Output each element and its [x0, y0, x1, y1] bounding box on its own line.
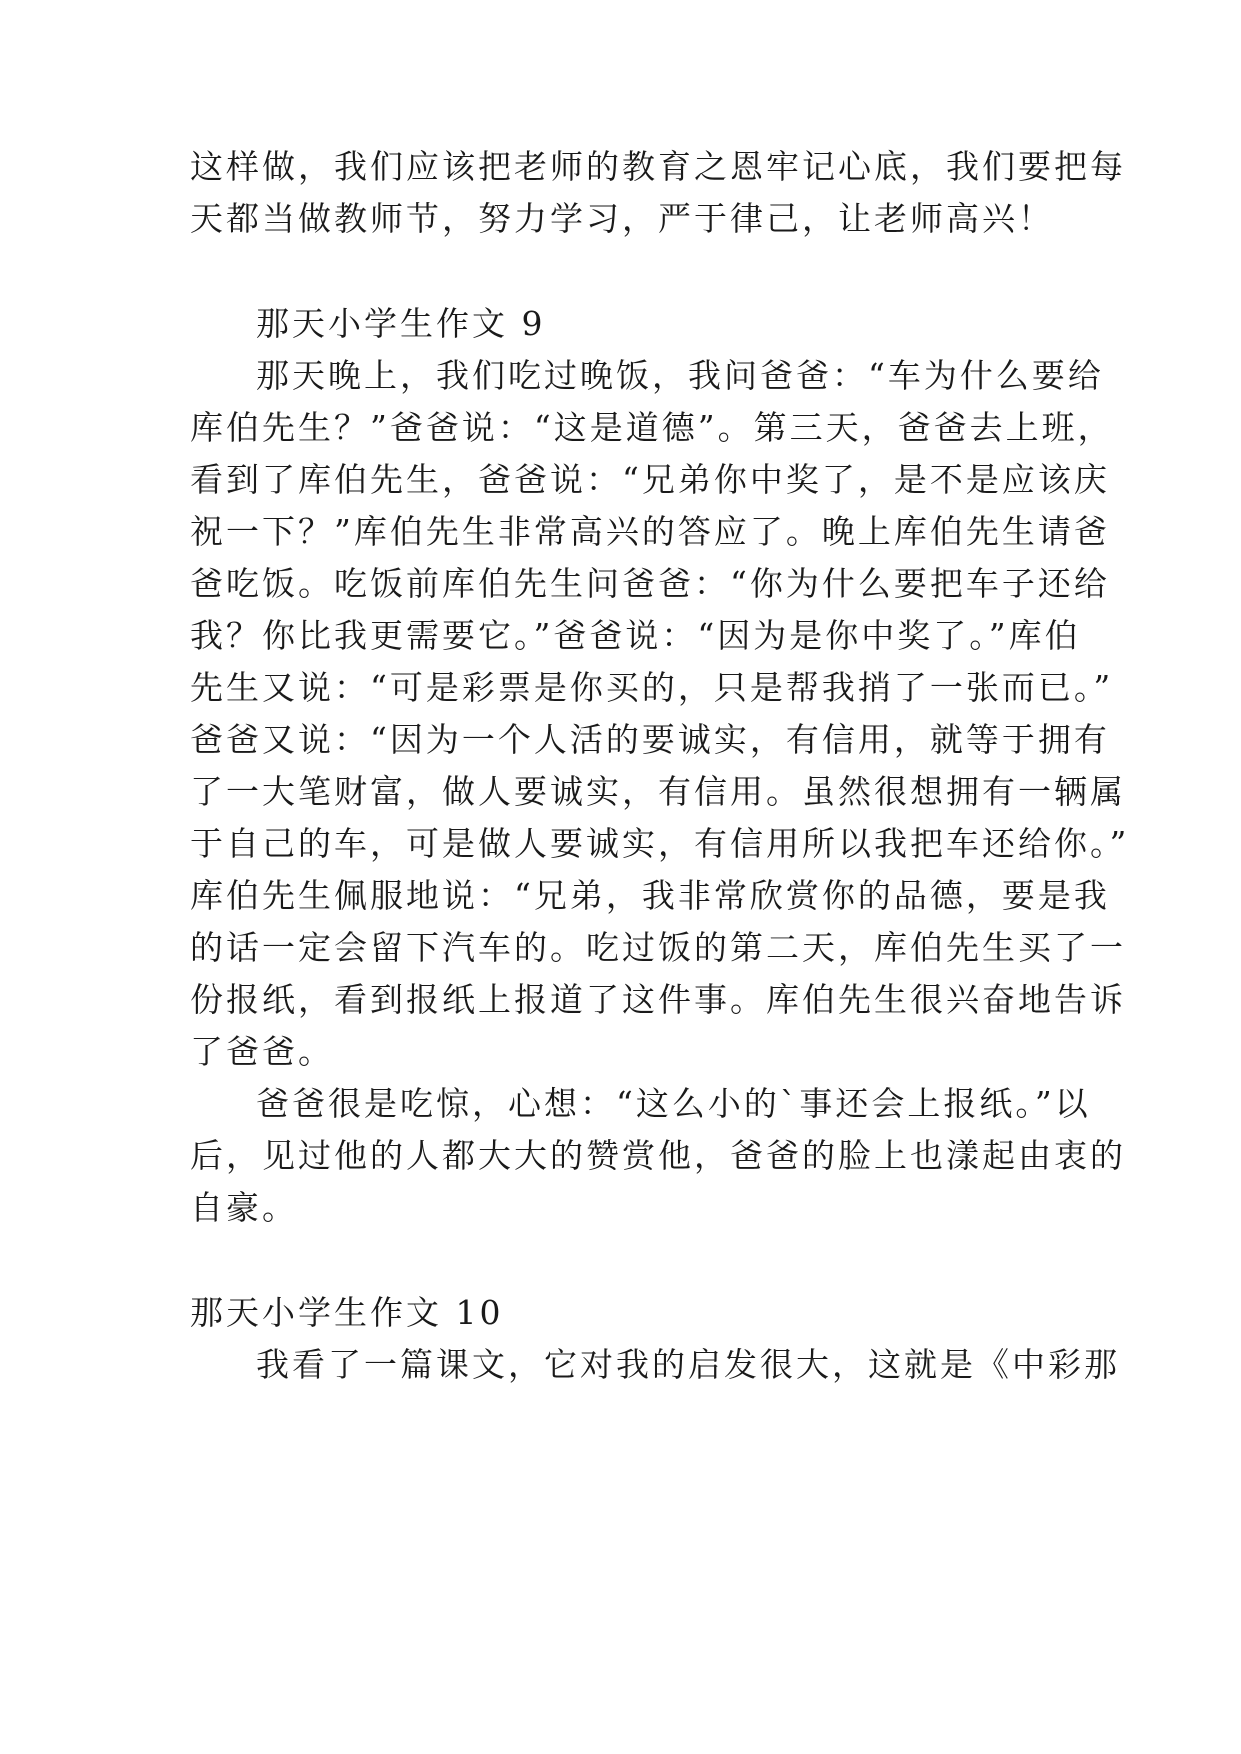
intro-line-1: 这样做，我们应该把老师的教育之恩牢记心底，我们要把每 [190, 147, 1126, 186]
s9-p1-line-5: 爸吃饭。吃饭前库伯先生问爸爸：“你为什么要把车子还给 [190, 564, 1110, 603]
s9-p1-line-3: 看到了库伯先生，爸爸说：“兄弟你中奖了，是不是应该庆 [190, 460, 1110, 499]
s9-p1-line-4: 祝一下？”库伯先生非常高兴的答应了。晚上库伯先生请爸 [190, 512, 1110, 551]
s9-p1-line-14: 了爸爸。 [190, 1032, 334, 1071]
s9-p1-line-8: 爸爸又说：“因为一个人活的要诚实，有信用，就等于拥有 [190, 720, 1110, 759]
s9-p1-line-7: 先生又说：“可是彩票是你买的，只是帮我捎了一张而已。” [190, 668, 1114, 707]
s9-p1-line-2: 库伯先生？”爸爸说：“这是道德”。第三天，爸爸去上班， [190, 408, 1114, 447]
s9-p2-line-2: 后，见过他的人都大大的赞赏他，爸爸的脸上也漾起由衷的 [190, 1136, 1126, 1175]
s9-p1-line-9: 了一大笔财富，做人要诚实，有信用。虽然很想拥有一辆属 [190, 772, 1126, 811]
s9-p1-line-12: 的话一定会留下汽车的。吃过饭的第二天，库伯先生买了一 [190, 928, 1126, 967]
s9-p1-line-13: 份报纸，看到报纸上报道了这件事。库伯先生很兴奋地告诉 [190, 980, 1126, 1019]
s9-p2-line-3: 自豪。 [190, 1188, 298, 1227]
document-page [190, 0, 1130, 1754]
s9-p2-line-1: 爸爸很是吃惊，心想：“这么小的`事还会上报纸。”以 [256, 1084, 1091, 1123]
s9-p1-line-6: 我？你比我更需要它。”爸爸说：“因为是你中奖了。”库伯 [190, 616, 1081, 655]
intro-line-2: 天都当做教师节，努力学习，严于律己，让老师高兴！ [190, 199, 1054, 238]
s10-p1-line-1: 我看了一篇课文，它对我的启发很大，这就是《中彩那 [256, 1345, 1120, 1384]
section-9-heading: 那天小学生作文 9 [256, 304, 546, 343]
s9-p1-line-10: 于自己的车，可是做人要诚实，有信用所以我把车还给你。” [190, 824, 1130, 863]
s9-p1-line-1: 那天晚上，我们吃过晚饭，我问爸爸：“车为什么要给 [256, 356, 1104, 395]
section-10-heading: 那天小学生作文 10 [190, 1293, 504, 1332]
s9-p1-line-11: 库伯先生佩服地说：“兄弟，我非常欣赏你的品德，要是我 [190, 876, 1110, 915]
